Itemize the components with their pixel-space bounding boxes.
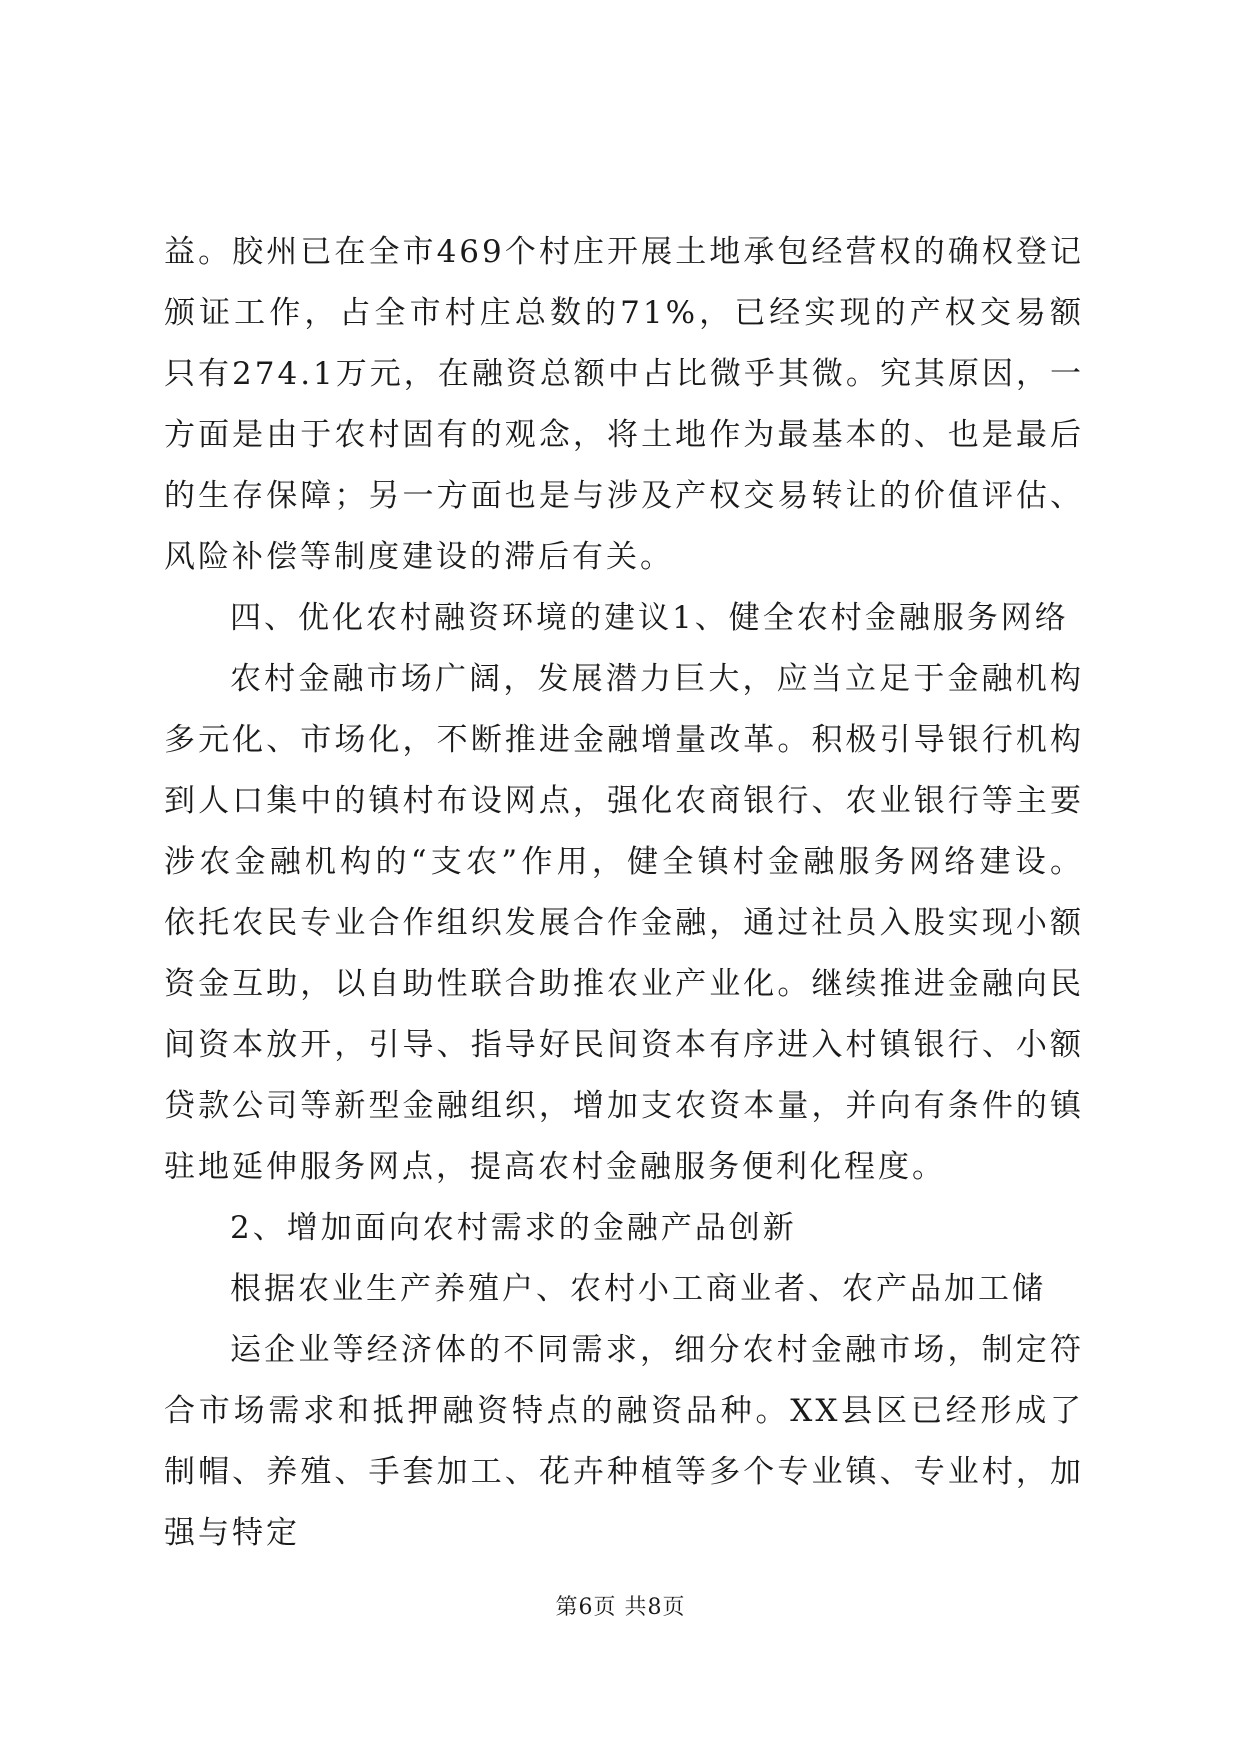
page-footer: 第6页 共8页: [555, 1595, 686, 1620]
document-body: [164, 222, 1084, 1564]
paragraph-land-rights: 益。胶州已在全市469个村庄开展土地承包经营权的确权登记颁证工作，占全市村庄总数的71%，已经实现的产权交易额只有274.1万元，在融资总额中占比微乎其微。究其原因，一方面是由于农村固有的观念，将土地作为最基本的、也是最后的生存保障；另一方面也是与涉及产权交易转让的价值评估、风险补偿等制度建设的滞后有关。: [164, 234, 1084, 575]
section-heading-four: 四、优化农村融资环境的建议1、健全农村金融服务网络: [230, 600, 1069, 636]
subheading-product-innovation: 2、增加面向农村需求的金融产品创新: [230, 1210, 797, 1246]
paragraph-finance-network: 农村金融市场广阔，发展潜力巨大，应当立足于金融机构多元化、市场化，不断推进金融增量改革。积极引导银行机构到人口集中的镇村布设网点，强化农商银行、农业银行等主要涉农金融机构的“支农”作用，健全镇村金融服务网络建设。依托农民专业合作组织发展合作金融，通过社员入股实现小额资金互助，以自助性联合助推农业产业化。继续推进金融向民间资本放开，引导、指导好民间资本有序进入村镇银行、小额贷款公司等新型金融组织，增加支农资本量，并向有条件的镇驻地延伸服务网点，提高农村金融服务便利化程度。: [164, 661, 1084, 1185]
paragraph-needs-intro: 根据农业生产养殖户、农村小工商业者、农产品加工储: [230, 1271, 1046, 1307]
paragraph-market-segmentation: 运企业等经济体的不同需求，细分农村金融市场，制定符合市场需求和抵押融资特点的融资品种。XX县区已经形成了制帽、养殖、手套加工、花卉种植等多个专业镇、专业村，加强与特定: [164, 1332, 1084, 1551]
